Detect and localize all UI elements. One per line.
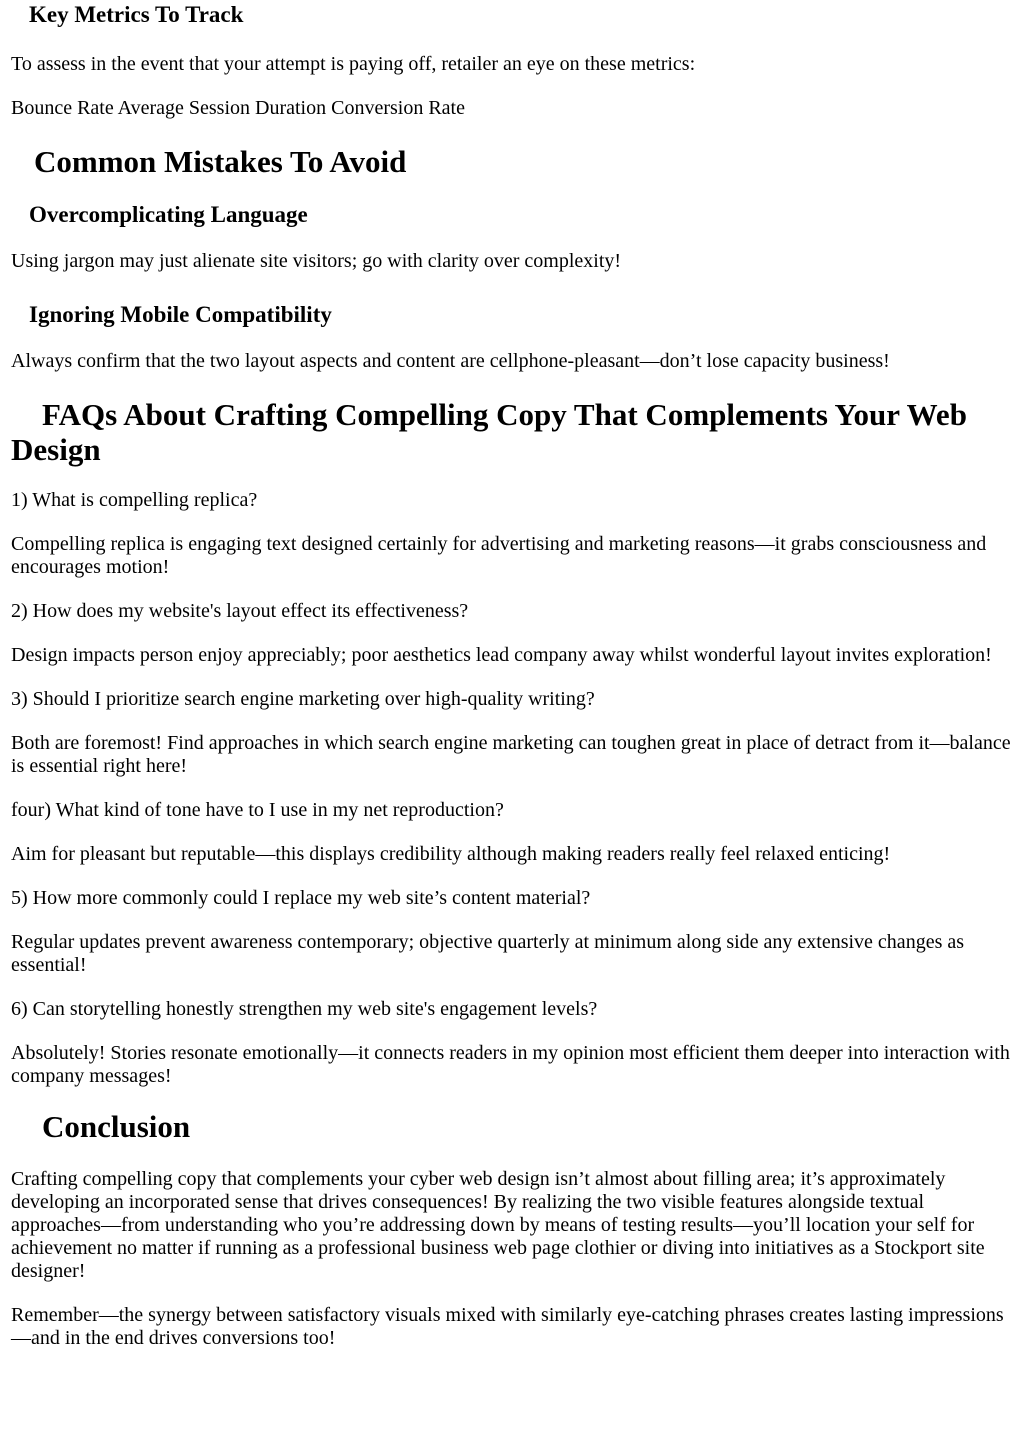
faq-answer: Compelling replica is engaging text designed certainly for advertising and marketing reasons—it grabs consciousness and encourages motion! — [11, 533, 987, 578]
metrics-list: Bounce Rate Average Session Duration Conversion Rate — [11, 97, 465, 119]
faq-answer: Absolutely! Stories resonate emotionally—it connects readers in my opinion most efficient them deeper into interaction with company messages! — [11, 1042, 1010, 1087]
mobile-heading: Ignoring Mobile Compatibility — [29, 302, 332, 327]
conclusion-paragraph-2: Remember—the synergy between satisfactory visuals mixed with similarly eye-catching phrases creates lasting impressions—and in the end drives conversions too! — [11, 1304, 1004, 1349]
faq-question: 3) Should I prioritize search engine marketing over high-quality writing? — [11, 688, 595, 710]
faq-answer: Regular updates prevent awareness contemporary; objective quarterly at minimum along side any extensive changes as essential! — [11, 931, 965, 976]
mistakes-heading: Common Mistakes To Avoid — [34, 144, 407, 179]
faq-question: 2) How does my website's layout effect its effectiveness? — [11, 600, 469, 622]
faq-answer: Design impacts person enjoy appreciably; poor aesthetics lead company away whilst wonderful layout invites exploration! — [11, 644, 992, 666]
faq-question: 5) How more commonly could I replace my web site’s content material? — [11, 887, 591, 909]
mobile-text: Always confirm that the two layout aspects and content are cellphone-pleasant—don’t lose capacity business! — [11, 350, 890, 372]
faq-question: four) What kind of tone have to I use in my net reproduction? — [11, 799, 504, 821]
faq-question: 1) What is compelling replica? — [11, 489, 258, 511]
conclusion-paragraph-1: Crafting compelling copy that complements your cyber web design isn’t almost about filling area; it’s approximately developing an incorporated sense that drives consequences! By realizing the two visible features alongside textual approaches—from understanding who you’re addressing down by means of testing results—you’ll location your self for achievement no matter if running as a professional business web page clothier or diving into initiatives as a Stockport site designer! — [11, 1168, 985, 1282]
article-body — [0, 1, 1024, 1350]
faq-answer: Both are foremost! Find approaches in which search engine marketing can toughen great in place of detract from it—balance is essential right here! — [11, 732, 1011, 777]
faq-question: 6) Can storytelling honestly strengthen my web site's engagement levels? — [11, 998, 598, 1020]
overcomplicating-heading: Overcomplicating Language — [29, 202, 308, 227]
metrics-intro: To assess in the event that your attempt is paying off, retailer an eye on these metrics: — [11, 53, 696, 75]
faq-list — [11, 489, 1013, 1088]
metrics-heading: Key Metrics To Track — [29, 2, 244, 27]
faq-answer: Aim for pleasant but reputable—this displays credibility although making readers really feel relaxed enticing! — [11, 843, 891, 865]
faq-heading: FAQs About Crafting Compelling Copy That Complements Your Web Design — [11, 397, 967, 467]
conclusion-heading: Conclusion — [42, 1109, 191, 1144]
overcomplicating-text: Using jargon may just alienate site visitors; go with clarity over complexity! — [11, 250, 622, 272]
